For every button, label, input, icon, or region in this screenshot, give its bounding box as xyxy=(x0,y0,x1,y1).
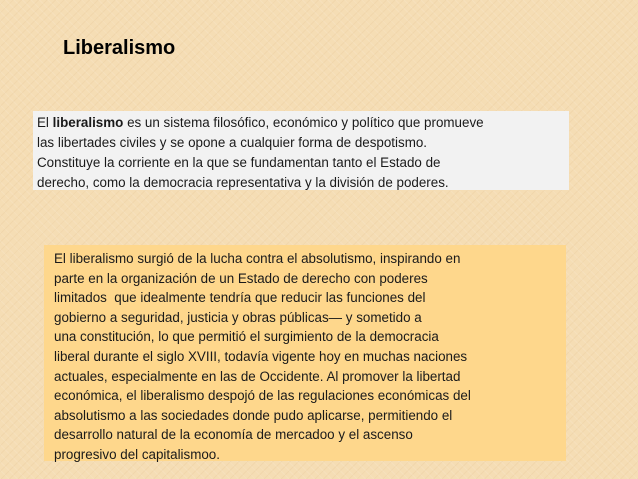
history-line-7: actuales, especialmente en las de Occidente. Al promover la libertad xyxy=(54,368,461,384)
history-line-2: parte en la organización de un Estado de derecho con poderes xyxy=(54,270,428,286)
intro-text-box xyxy=(33,111,569,190)
history-line-8: económica, el liberalismo despojó de las regulaciones económicas del xyxy=(54,388,471,404)
intro-line-4: derecho, como la democracia representativa y la división de poderes. xyxy=(37,175,449,190)
slide-title: Liberalismo xyxy=(63,37,176,59)
history-line-1: El liberalismo surgió de la lucha contra el absolutismo, inspirando en xyxy=(54,251,461,266)
history-line-4: gobierno a seguridad, justicia y obras públicas— y sometido a xyxy=(54,309,422,325)
history-line-3: limitados que idealmente tendría que reducir las funciones del xyxy=(54,290,426,306)
history-line-9: absolutismo a las sociedades donde pudo aplicarse, permitiendo el xyxy=(54,407,453,423)
history-line-6: liberal durante el siglo XVIII, todavía vigente hoy en muchas naciones xyxy=(54,348,468,364)
intro-line-2: las libertades civiles y se opone a cualquier forma de despotismo. xyxy=(37,135,428,150)
intro-term-bold: liberalismo xyxy=(52,115,124,130)
intro-line-1 xyxy=(37,113,565,133)
intro-line-3: Constituye la corriente en la que se fundamentan tanto el Estado de xyxy=(37,155,441,170)
history-line-11: progresivo del capitalismoo. xyxy=(54,446,220,462)
history-text-box xyxy=(44,245,566,461)
intro-lead-word: El xyxy=(37,115,53,130)
history-line-5: una constitución, lo que permitió el surgimiento de la democracia xyxy=(54,329,439,345)
history-line-10: desarrollo natural de la economía de mercadoo y el ascenso xyxy=(54,427,413,443)
intro-line-1-rest: es un sistema filosófico, económico y político que promueve xyxy=(123,115,484,130)
